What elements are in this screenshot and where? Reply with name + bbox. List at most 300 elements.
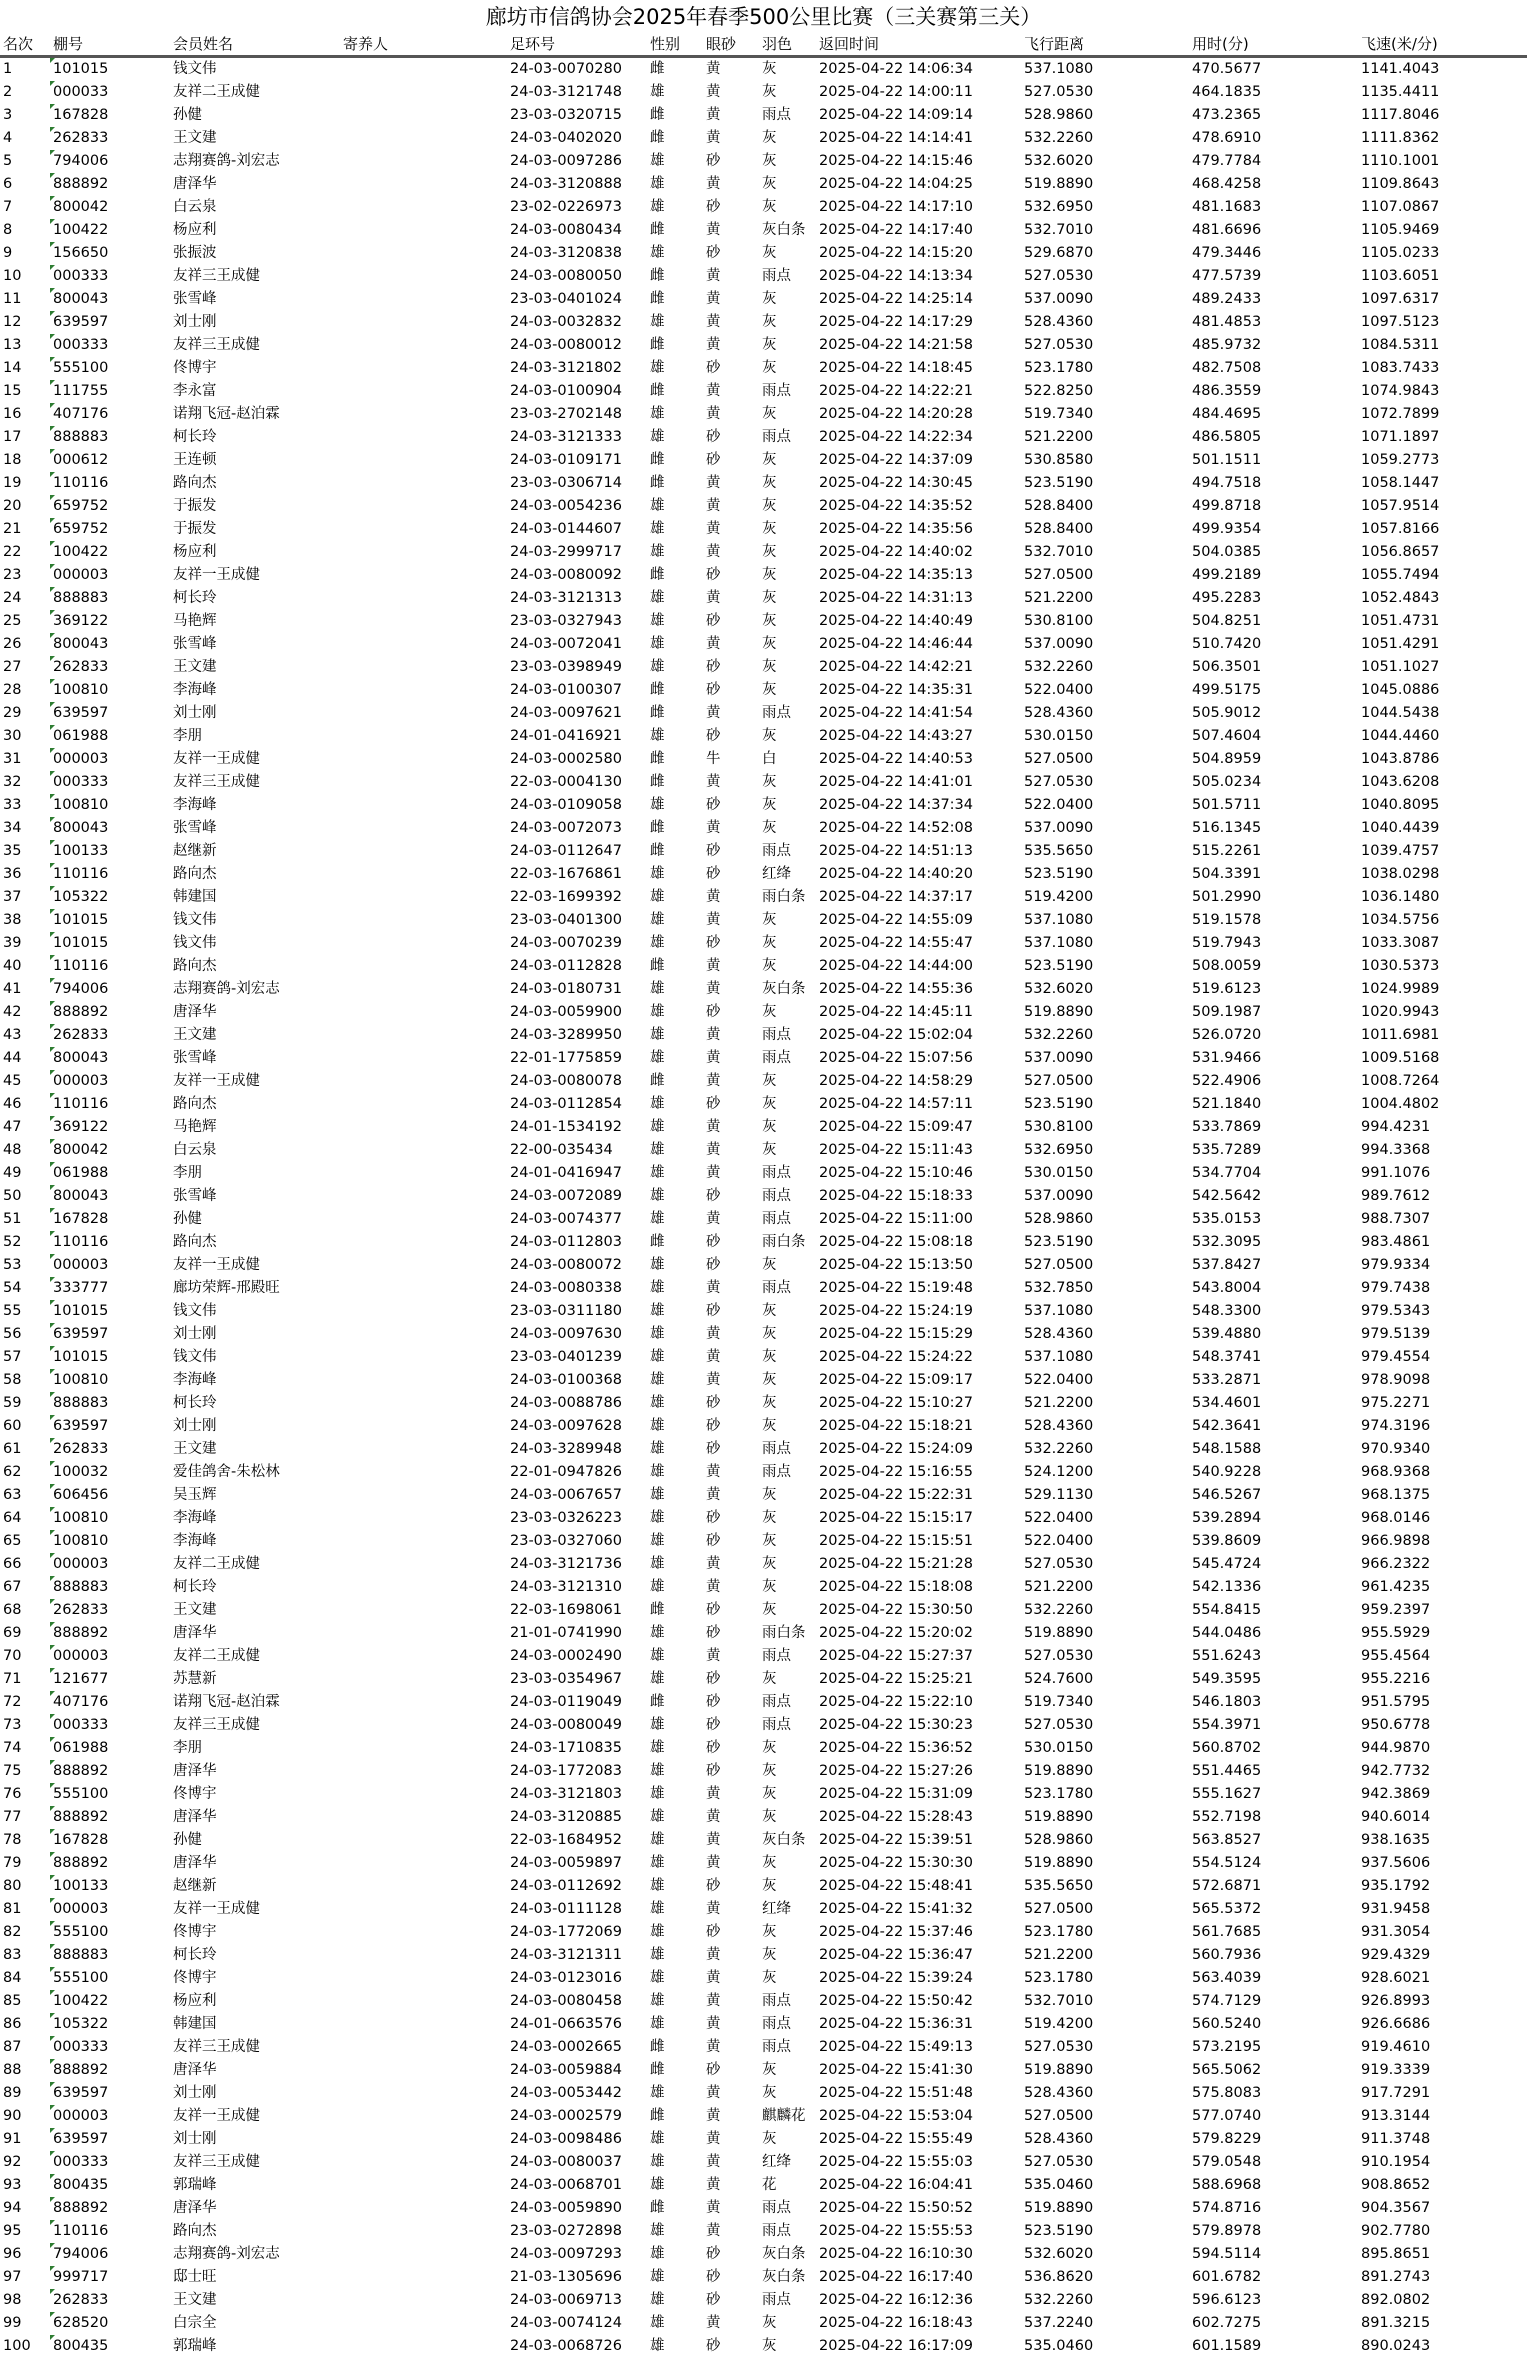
cell-foster[interactable] [340, 242, 507, 265]
cell-eye[interactable]: 砂 [706, 2246, 721, 2262]
cell-loft-no[interactable]: 888892 [50, 1622, 170, 1645]
cell-speed[interactable]: 1110.1001 [1361, 153, 1440, 169]
cell-eye[interactable]: 黄 [706, 1372, 721, 1388]
cell-loft-no[interactable]: 000003 [50, 564, 170, 587]
cell-loft-no[interactable]: 000333 [50, 771, 170, 794]
cell-foster[interactable] [340, 771, 507, 794]
cell-member-name[interactable]: 友祥三王成健 [173, 2039, 260, 2055]
cell-member-name[interactable]: 友祥一王成健 [173, 1073, 260, 1089]
cell-color[interactable]: 雨点 [762, 705, 791, 721]
cell-color[interactable]: 灰 [762, 1004, 777, 1020]
cell-foster[interactable] [340, 518, 507, 541]
cell-distance[interactable]: 522.0400 [1024, 682, 1094, 698]
cell-member-name[interactable]: 唐泽华 [173, 1763, 217, 1779]
cell-sex[interactable]: 雄 [650, 1809, 665, 1825]
cell-member-name[interactable]: 唐泽华 [173, 1809, 217, 1825]
cell-foster[interactable] [340, 886, 507, 909]
cell-color[interactable]: 灰 [762, 1878, 777, 1894]
cell-member-name[interactable]: 唐泽华 [173, 1004, 217, 1020]
cell-color[interactable]: 灰 [762, 1096, 777, 1112]
cell-eye[interactable]: 砂 [706, 1924, 721, 1940]
cell-member-name[interactable]: 李朋 [173, 1165, 202, 1181]
cell-return-time[interactable]: 2025-04-22 15:37:46 [819, 1924, 973, 1940]
cell-color[interactable]: 灰 [762, 797, 777, 813]
cell-foster[interactable] [340, 173, 507, 196]
cell-member-name[interactable]: 刘士刚 [173, 1326, 217, 1342]
cell-ring-no[interactable]: 24-03-3120888 [510, 176, 622, 192]
cell-sex[interactable]: 雄 [650, 1211, 665, 1227]
cell-sex[interactable]: 雌 [650, 774, 665, 790]
cell-duration[interactable]: 549.3595 [1192, 1671, 1262, 1687]
cell-foster[interactable] [340, 1875, 507, 1898]
cell-return-time[interactable]: 2025-04-22 14:15:46 [819, 153, 973, 169]
cell-speed[interactable]: 959.2397 [1361, 1602, 1431, 1618]
cell-duration[interactable]: 563.8527 [1192, 1832, 1262, 1848]
cell-duration[interactable]: 470.5677 [1192, 61, 1262, 77]
cell-loft-no[interactable]: 121677 [50, 1668, 170, 1691]
cell-ring-no[interactable]: 22-01-1775859 [510, 1050, 622, 1066]
cell-member-name[interactable]: 路向杰 [173, 1234, 217, 1250]
cell-member-name[interactable]: 路向杰 [173, 2223, 217, 2239]
cell-return-time[interactable]: 2025-04-22 14:31:13 [819, 590, 973, 606]
cell-duration[interactable]: 560.5240 [1192, 2016, 1262, 2032]
cell-ring-no[interactable]: 24-03-0070280 [510, 61, 622, 77]
cell-foster[interactable] [340, 1599, 507, 1622]
cell-eye[interactable]: 砂 [706, 1418, 721, 1434]
cell-distance[interactable]: 528.8400 [1024, 521, 1094, 537]
cell-rank[interactable]: 93 [3, 2177, 22, 2193]
cell-speed[interactable]: 1057.8166 [1361, 521, 1440, 537]
cell-color[interactable]: 灰 [762, 1855, 777, 1871]
cell-rank[interactable]: 97 [3, 2269, 22, 2285]
cell-speed[interactable]: 1051.1027 [1361, 659, 1440, 675]
cell-color[interactable]: 红绛 [762, 866, 791, 882]
cell-ring-no[interactable]: 24-03-0068701 [510, 2177, 622, 2193]
cell-color[interactable]: 雨点 [762, 2016, 791, 2032]
cell-color[interactable]: 灰 [762, 728, 777, 744]
cell-duration[interactable]: 510.7420 [1192, 636, 1262, 652]
cell-member-name[interactable]: 王文建 [173, 1602, 217, 1618]
cell-rank[interactable]: 9 [3, 245, 13, 261]
cell-distance[interactable]: 522.0400 [1024, 1372, 1094, 1388]
cell-return-time[interactable]: 2025-04-22 15:18:08 [819, 1579, 973, 1595]
cell-speed[interactable]: 1072.7899 [1361, 406, 1440, 422]
cell-sex[interactable]: 雌 [650, 268, 665, 284]
cell-return-time[interactable]: 2025-04-22 15:55:03 [819, 2154, 973, 2170]
cell-member-name[interactable]: 王文建 [173, 130, 217, 146]
cell-loft-no[interactable]: 659752 [50, 495, 170, 518]
cell-eye[interactable]: 黄 [706, 1579, 721, 1595]
cell-member-name[interactable]: 李永富 [173, 383, 217, 399]
cell-rank[interactable]: 13 [3, 337, 22, 353]
cell-loft-no[interactable]: 262833 [50, 127, 170, 150]
cell-eye[interactable]: 黄 [706, 1556, 721, 1572]
cell-ring-no[interactable]: 24-03-0088786 [510, 1395, 622, 1411]
cell-foster[interactable] [340, 196, 507, 219]
cell-duration[interactable]: 542.3641 [1192, 1418, 1262, 1434]
cell-rank[interactable]: 75 [3, 1763, 22, 1779]
cell-member-name[interactable]: 友祥三王成健 [173, 2154, 260, 2170]
cell-foster[interactable] [340, 1369, 507, 1392]
cell-distance[interactable]: 523.5190 [1024, 2223, 1094, 2239]
cell-ring-no[interactable]: 24-03-2999717 [510, 544, 622, 560]
cell-foster[interactable] [340, 57, 507, 82]
cell-distance[interactable]: 523.1780 [1024, 360, 1094, 376]
cell-foster[interactable] [340, 702, 507, 725]
cell-ring-no[interactable]: 24-03-0074124 [510, 2315, 622, 2331]
cell-return-time[interactable]: 2025-04-22 15:18:33 [819, 1188, 973, 1204]
cell-duration[interactable]: 534.4601 [1192, 1395, 1262, 1411]
cell-return-time[interactable]: 2025-04-22 14:41:54 [819, 705, 973, 721]
cell-member-name[interactable]: 友祥三王成健 [173, 1717, 260, 1733]
cell-return-time[interactable]: 2025-04-22 14:55:36 [819, 981, 973, 997]
cell-distance[interactable]: 519.7340 [1024, 1694, 1094, 1710]
cell-rank[interactable]: 52 [3, 1234, 22, 1250]
cell-duration[interactable]: 519.1578 [1192, 912, 1262, 928]
cell-foster[interactable] [340, 1530, 507, 1553]
cell-sex[interactable]: 雄 [650, 1349, 665, 1365]
cell-foster[interactable] [340, 1921, 507, 1944]
cell-speed[interactable]: 931.9458 [1361, 1901, 1431, 1917]
cell-loft-no[interactable]: 555100 [50, 1921, 170, 1944]
cell-return-time[interactable]: 2025-04-22 15:11:00 [819, 1211, 973, 1227]
cell-speed[interactable]: 1020.9943 [1361, 1004, 1440, 1020]
cell-foster[interactable] [340, 1806, 507, 1829]
cell-distance[interactable]: 521.2200 [1024, 1395, 1094, 1411]
cell-color[interactable]: 雨白条 [762, 889, 806, 905]
cell-loft-no[interactable]: 794006 [50, 150, 170, 173]
cell-distance[interactable]: 523.5190 [1024, 475, 1094, 491]
cell-sex[interactable]: 雄 [650, 84, 665, 100]
cell-foster[interactable] [340, 1484, 507, 1507]
cell-sex[interactable]: 雄 [650, 314, 665, 330]
cell-ring-no[interactable]: 24-03-0097286 [510, 153, 622, 169]
cell-eye[interactable]: 砂 [706, 1510, 721, 1526]
cell-rank[interactable]: 72 [3, 1694, 22, 1710]
cell-member-name[interactable]: 佟博宇 [173, 1786, 217, 1802]
cell-return-time[interactable]: 2025-04-22 14:40:53 [819, 751, 973, 767]
cell-duration[interactable]: 486.3559 [1192, 383, 1262, 399]
cell-return-time[interactable]: 2025-04-22 14:40:20 [819, 866, 973, 882]
cell-rank[interactable]: 20 [3, 498, 22, 514]
cell-rank[interactable]: 82 [3, 1924, 22, 1940]
cell-color[interactable]: 灰 [762, 1395, 777, 1411]
cell-return-time[interactable]: 2025-04-22 15:31:09 [819, 1786, 973, 1802]
cell-sex[interactable]: 雄 [650, 2269, 665, 2285]
cell-rank[interactable]: 100 [3, 2338, 31, 2354]
cell-foster[interactable] [340, 426, 507, 449]
cell-foster[interactable] [340, 1277, 507, 1300]
cell-eye[interactable]: 砂 [706, 1717, 721, 1733]
cell-color[interactable]: 灰 [762, 659, 777, 675]
cell-duration[interactable]: 507.4604 [1192, 728, 1262, 744]
cell-return-time[interactable]: 2025-04-22 14:46:44 [819, 636, 973, 652]
cell-foster[interactable] [340, 357, 507, 380]
cell-rank[interactable]: 57 [3, 1349, 22, 1365]
cell-eye[interactable]: 砂 [706, 452, 721, 468]
cell-ring-no[interactable]: 24-03-0080092 [510, 567, 622, 583]
cell-foster[interactable] [340, 2013, 507, 2036]
cell-duration[interactable]: 533.7869 [1192, 1119, 1262, 1135]
cell-duration[interactable]: 573.2195 [1192, 2039, 1262, 2055]
cell-return-time[interactable]: 2025-04-22 16:17:09 [819, 2338, 973, 2354]
cell-ring-no[interactable]: 24-03-3289950 [510, 1027, 622, 1043]
cell-distance[interactable]: 528.8400 [1024, 498, 1094, 514]
cell-rank[interactable]: 33 [3, 797, 22, 813]
cell-member-name[interactable]: 李海峰 [173, 1533, 217, 1549]
cell-ring-no[interactable]: 24-03-3289948 [510, 1441, 622, 1457]
cell-distance[interactable]: 537.1080 [1024, 935, 1094, 951]
cell-return-time[interactable]: 2025-04-22 14:17:40 [819, 222, 973, 238]
cell-loft-no[interactable]: 888883 [50, 587, 170, 610]
cell-speed[interactable]: 908.8652 [1361, 2177, 1431, 2193]
cell-return-time[interactable]: 2025-04-22 14:55:09 [819, 912, 973, 928]
cell-foster[interactable] [340, 1323, 507, 1346]
cell-duration[interactable]: 526.0720 [1192, 1027, 1262, 1043]
cell-loft-no[interactable]: 888883 [50, 1392, 170, 1415]
cell-color[interactable]: 雨点 [762, 1464, 791, 1480]
cell-sex[interactable]: 雄 [650, 1050, 665, 1066]
column-header-duration[interactable]: 用时(分) [1189, 34, 1358, 57]
cell-eye[interactable]: 砂 [706, 1004, 721, 1020]
cell-return-time[interactable]: 2025-04-22 14:18:45 [819, 360, 973, 376]
cell-member-name[interactable]: 刘士刚 [173, 2131, 217, 2147]
cell-ring-no[interactable]: 23-03-0401239 [510, 1349, 622, 1365]
cell-foster[interactable] [340, 840, 507, 863]
cell-rank[interactable]: 80 [3, 1878, 22, 1894]
cell-member-name[interactable]: 钱文伟 [173, 912, 217, 928]
cell-member-name[interactable]: 王文建 [173, 1027, 217, 1043]
cell-sex[interactable]: 雄 [650, 2223, 665, 2239]
cell-member-name[interactable]: 诺翔飞冠-赵泊霖 [173, 406, 280, 422]
cell-foster[interactable] [340, 2197, 507, 2220]
cell-ring-no[interactable]: 23-03-0327943 [510, 613, 622, 629]
cell-distance[interactable]: 524.1200 [1024, 1464, 1094, 1480]
cell-rank[interactable]: 10 [3, 268, 22, 284]
cell-eye[interactable]: 黄 [706, 544, 721, 560]
cell-sex[interactable]: 雄 [650, 728, 665, 744]
cell-loft-no[interactable]: 110116 [50, 1093, 170, 1116]
cell-foster[interactable] [340, 2151, 507, 2174]
cell-sex[interactable]: 雌 [650, 337, 665, 353]
cell-ring-no[interactable]: 24-03-0002665 [510, 2039, 622, 2055]
cell-ring-no[interactable]: 24-03-0080037 [510, 2154, 622, 2170]
cell-speed[interactable]: 1044.4460 [1361, 728, 1440, 744]
cell-member-name[interactable]: 友祥三王成健 [173, 337, 260, 353]
cell-foster[interactable] [340, 748, 507, 771]
cell-speed[interactable]: 931.3054 [1361, 1924, 1431, 1940]
cell-speed[interactable]: 919.4610 [1361, 2039, 1431, 2055]
cell-sex[interactable]: 雄 [650, 1004, 665, 1020]
cell-foster[interactable] [340, 2082, 507, 2105]
cell-distance[interactable]: 519.4200 [1024, 2016, 1094, 2032]
cell-sex[interactable]: 雌 [650, 130, 665, 146]
cell-distance[interactable]: 536.8620 [1024, 2269, 1094, 2285]
cell-sex[interactable]: 雄 [650, 1717, 665, 1733]
cell-color[interactable]: 灰 [762, 1073, 777, 1089]
cell-sex[interactable]: 雄 [650, 2338, 665, 2354]
cell-member-name[interactable]: 刘士刚 [173, 1418, 217, 1434]
cell-speed[interactable]: 926.8993 [1361, 1993, 1431, 2009]
cell-member-name[interactable]: 王连顿 [173, 452, 217, 468]
cell-distance[interactable]: 532.6020 [1024, 981, 1094, 997]
cell-eye[interactable]: 砂 [706, 613, 721, 629]
cell-eye[interactable]: 砂 [706, 1740, 721, 1756]
cell-speed[interactable]: 994.4231 [1361, 1119, 1431, 1135]
cell-color[interactable]: 雨点 [762, 1165, 791, 1181]
cell-color[interactable]: 雨点 [762, 2039, 791, 2055]
cell-rank[interactable]: 41 [3, 981, 22, 997]
cell-duration[interactable]: 504.8959 [1192, 751, 1262, 767]
cell-color[interactable]: 雨点 [762, 1717, 791, 1733]
cell-sex[interactable]: 雄 [650, 1395, 665, 1411]
cell-foster[interactable] [340, 127, 507, 150]
cell-distance[interactable]: 523.1780 [1024, 1970, 1094, 1986]
cell-color[interactable]: 灰 [762, 636, 777, 652]
cell-ring-no[interactable]: 24-03-0100368 [510, 1372, 622, 1388]
cell-speed[interactable]: 911.3748 [1361, 2131, 1431, 2147]
cell-sex[interactable]: 雄 [650, 1142, 665, 1158]
cell-foster[interactable] [340, 334, 507, 357]
cell-duration[interactable]: 596.6123 [1192, 2292, 1262, 2308]
cell-ring-no[interactable]: 24-03-0002490 [510, 1648, 622, 1664]
cell-ring-no[interactable]: 23-03-0311180 [510, 1303, 622, 1319]
cell-speed[interactable]: 1052.4843 [1361, 590, 1440, 606]
cell-speed[interactable]: 979.9334 [1361, 1257, 1431, 1273]
cell-eye[interactable]: 砂 [706, 797, 721, 813]
cell-distance[interactable]: 530.0150 [1024, 1740, 1094, 1756]
cell-ring-no[interactable]: 23-03-2702148 [510, 406, 622, 422]
cell-color[interactable]: 雨点 [762, 1441, 791, 1457]
cell-foster[interactable] [340, 656, 507, 679]
cell-eye[interactable]: 砂 [706, 245, 721, 261]
cell-rank[interactable]: 43 [3, 1027, 22, 1043]
cell-return-time[interactable]: 2025-04-22 15:24:22 [819, 1349, 973, 1365]
cell-sex[interactable]: 雄 [650, 2131, 665, 2147]
cell-foster[interactable] [340, 1093, 507, 1116]
cell-color[interactable]: 灰 [762, 1349, 777, 1365]
cell-color[interactable]: 灰 [762, 2085, 777, 2101]
cell-rank[interactable]: 18 [3, 452, 22, 468]
cell-member-name[interactable]: 友祥二王成健 [173, 1556, 260, 1572]
cell-foster[interactable] [340, 817, 507, 840]
cell-rank[interactable]: 85 [3, 1993, 22, 2009]
cell-foster[interactable] [340, 955, 507, 978]
cell-distance[interactable]: 532.2260 [1024, 1027, 1094, 1043]
cell-member-name[interactable]: 张雪峰 [173, 1050, 217, 1066]
cell-rank[interactable]: 27 [3, 659, 22, 675]
cell-speed[interactable]: 983.4861 [1361, 1234, 1431, 1250]
cell-rank[interactable]: 36 [3, 866, 22, 882]
cell-duration[interactable]: 551.4465 [1192, 1763, 1262, 1779]
cell-loft-no[interactable]: 262833 [50, 1438, 170, 1461]
cell-color[interactable]: 灰 [762, 245, 777, 261]
cell-return-time[interactable]: 2025-04-22 14:51:13 [819, 843, 973, 859]
cell-sex[interactable]: 雌 [650, 107, 665, 123]
cell-eye[interactable]: 砂 [706, 1188, 721, 1204]
cell-ring-no[interactable]: 24-03-0097630 [510, 1326, 622, 1342]
cell-return-time[interactable]: 2025-04-22 15:51:48 [819, 2085, 973, 2101]
cell-distance[interactable]: 532.6020 [1024, 153, 1094, 169]
cell-sex[interactable]: 雄 [650, 1878, 665, 1894]
cell-color[interactable]: 灰 [762, 452, 777, 468]
cell-duration[interactable]: 548.3741 [1192, 1349, 1262, 1365]
cell-eye[interactable]: 砂 [706, 1602, 721, 1618]
cell-speed[interactable]: 895.8651 [1361, 2246, 1431, 2262]
cell-distance[interactable]: 537.1080 [1024, 912, 1094, 928]
cell-ring-no[interactable]: 24-03-1772083 [510, 1763, 622, 1779]
cell-ring-no[interactable]: 24-03-0080050 [510, 268, 622, 284]
cell-distance[interactable]: 527.0530 [1024, 268, 1094, 284]
cell-speed[interactable]: 1084.5311 [1361, 337, 1440, 353]
cell-member-name[interactable]: 李海峰 [173, 797, 217, 813]
cell-foster[interactable] [340, 1829, 507, 1852]
cell-eye[interactable]: 黄 [706, 1119, 721, 1135]
cell-rank[interactable]: 42 [3, 1004, 22, 1020]
cell-duration[interactable]: 579.8978 [1192, 2223, 1262, 2239]
cell-return-time[interactable]: 2025-04-22 14:22:34 [819, 429, 973, 445]
cell-member-name[interactable]: 孙健 [173, 1211, 202, 1227]
cell-distance[interactable]: 527.0530 [1024, 2039, 1094, 2055]
cell-loft-no[interactable]: 800043 [50, 288, 170, 311]
cell-loft-no[interactable]: 888883 [50, 1944, 170, 1967]
cell-duration[interactable]: 481.1683 [1192, 199, 1262, 215]
cell-rank[interactable]: 96 [3, 2246, 22, 2262]
cell-return-time[interactable]: 2025-04-22 16:17:40 [819, 2269, 973, 2285]
cell-distance[interactable]: 530.8100 [1024, 1119, 1094, 1135]
cell-duration[interactable]: 534.7704 [1192, 1165, 1262, 1181]
cell-foster[interactable] [340, 104, 507, 127]
cell-distance[interactable]: 532.7010 [1024, 1993, 1094, 2009]
cell-eye[interactable]: 黄 [706, 1211, 721, 1227]
cell-loft-no[interactable]: 000333 [50, 2036, 170, 2059]
cell-speed[interactable]: 892.0802 [1361, 2292, 1431, 2308]
cell-member-name[interactable]: 路向杰 [173, 1096, 217, 1112]
cell-distance[interactable]: 519.8890 [1024, 1763, 1094, 1779]
cell-color[interactable]: 灰 [762, 2338, 777, 2354]
cell-color[interactable]: 雨点 [762, 1993, 791, 2009]
cell-loft-no[interactable]: 111755 [50, 380, 170, 403]
cell-foster[interactable] [340, 1070, 507, 1093]
cell-loft-no[interactable]: 100810 [50, 679, 170, 702]
cell-ring-no[interactable]: 21-03-1305696 [510, 2269, 622, 2285]
cell-speed[interactable]: 966.9898 [1361, 1533, 1431, 1549]
cell-loft-no[interactable]: 105322 [50, 2013, 170, 2036]
cell-member-name[interactable]: 友祥三王成健 [173, 774, 260, 790]
cell-rank[interactable]: 65 [3, 1533, 22, 1549]
cell-speed[interactable]: 1097.6317 [1361, 291, 1440, 307]
cell-distance[interactable]: 535.5650 [1024, 843, 1094, 859]
cell-ring-no[interactable]: 24-03-0112692 [510, 1878, 622, 1894]
cell-color[interactable]: 灰 [762, 521, 777, 537]
cell-distance[interactable]: 528.9860 [1024, 1211, 1094, 1227]
cell-color[interactable]: 灰 [762, 61, 777, 77]
cell-foster[interactable] [340, 633, 507, 656]
cell-distance[interactable]: 537.1080 [1024, 61, 1094, 77]
cell-loft-no[interactable]: 639597 [50, 2082, 170, 2105]
cell-loft-no[interactable]: 000333 [50, 2151, 170, 2174]
cell-member-name[interactable]: 唐泽华 [173, 176, 217, 192]
cell-return-time[interactable]: 2025-04-22 15:28:43 [819, 1809, 973, 1825]
cell-foster[interactable] [340, 1346, 507, 1369]
cell-sex[interactable]: 雄 [650, 1027, 665, 1043]
cell-foster[interactable] [340, 1944, 507, 1967]
cell-loft-no[interactable]: 794006 [50, 978, 170, 1001]
cell-duration[interactable]: 539.2894 [1192, 1510, 1262, 1526]
cell-ring-no[interactable]: 24-03-0053442 [510, 2085, 622, 2101]
cell-speed[interactable]: 910.1954 [1361, 2154, 1431, 2170]
cell-return-time[interactable]: 2025-04-22 15:53:04 [819, 2108, 973, 2124]
